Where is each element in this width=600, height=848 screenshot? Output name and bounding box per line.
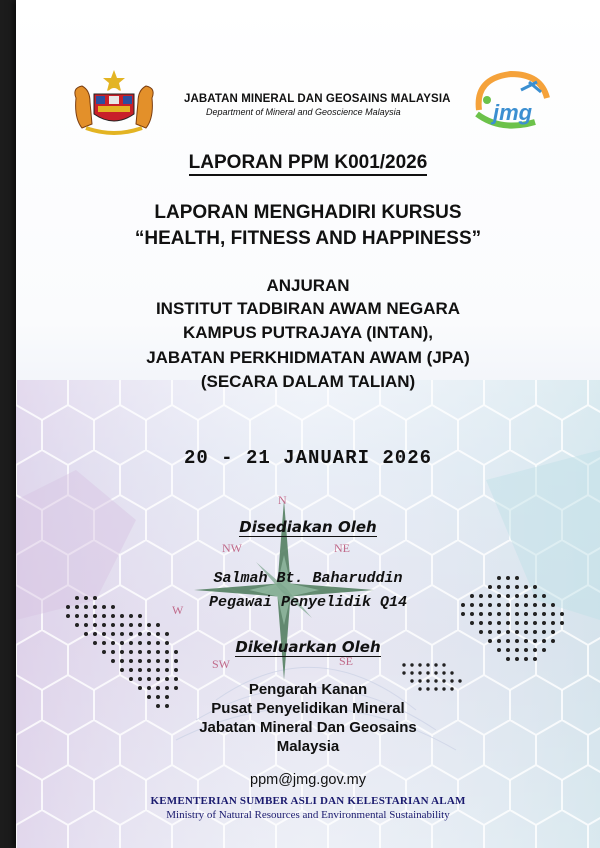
issuer-line1: Pengarah Kanan (248, 681, 368, 698)
issuer-line2: Pusat Penyelidikan Mineral (211, 700, 405, 717)
compass-label-nw: NW (222, 541, 242, 555)
compass-label-se: SE (339, 654, 354, 668)
malaysia-coat-of-arms-icon (68, 68, 160, 138)
issued-by-heading: Dikeluarkan Oleh (235, 638, 381, 656)
org-name: JABATAN MINERAL DAN GEOSAINS MALAYSIA (184, 93, 451, 105)
report-title-line1: LAPORAN MENGHADIRI KURSUS (154, 202, 462, 223)
organizer-line4: (SECARA DALAM TALIAN) (200, 372, 416, 391)
compass-label-n: N (278, 493, 287, 507)
preparer-position: Pegawai Penyelidik Q14 (208, 594, 408, 611)
course-date: 20 - 21 JANUARI 2026 (183, 447, 433, 469)
document-page (16, 0, 600, 848)
organizer-label: ANJURAN (266, 276, 350, 295)
issuer-line3: Jabatan Mineral Dan Geosains (199, 719, 417, 736)
jmg-logo-icon (471, 70, 553, 134)
organizer-line1: INSTITUT TADBIRAN AWAM NEGARA (155, 299, 461, 318)
report-title-line2: “HEALTH, FITNESS AND HAPPINESS” (134, 228, 482, 249)
contact-email: ppm@jmg.gov.my (250, 772, 366, 788)
compass-label-ne: NE (334, 541, 350, 555)
report-number: LAPORAN PPM K001/2026 (16, 152, 600, 174)
org-name-english: Department of Mineral and Geoscience Malaysia (206, 107, 401, 117)
compass-label-sw: SW (212, 657, 230, 671)
preparer-name: Salmah Bt. Baharuddin (213, 570, 403, 587)
compass-label-w: W (172, 603, 184, 617)
issuer-line4: Malaysia (276, 738, 340, 755)
organizer-line3: JABATAN PERKHIDMATAN AWAM (JPA) (146, 348, 470, 367)
ministry-name: KEMENTERIAN SUMBER ASLI DAN KELESTARIAN ALAM (150, 795, 466, 807)
jmg-logo-text: jmg (493, 100, 533, 125)
prepared-by-heading: Disediakan Oleh (239, 518, 377, 536)
organizer-line2: KAMPUS PUTRAJAYA (INTAN), (183, 323, 433, 342)
ministry-name-english: Ministry of Natural Resources and Environmental Sustainability (166, 809, 450, 821)
